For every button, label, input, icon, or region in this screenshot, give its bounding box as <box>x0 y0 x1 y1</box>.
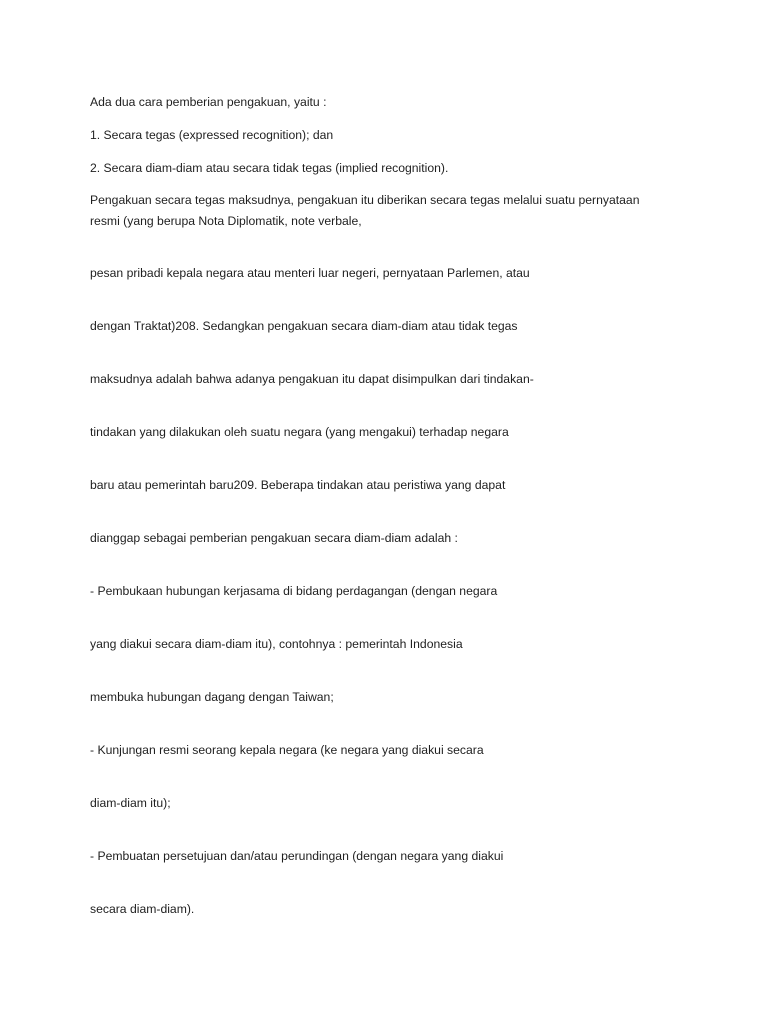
intro-line: Ada dua cara pemberian pengakuan, yaitu : <box>90 95 327 109</box>
list-item-2: 2. Secara diam-diam atau secara tidak tegas (implied recognition). <box>90 161 449 175</box>
paragraph-line: dianggap sebagai pemberian pengakuan secara diam-diam adalah : <box>90 531 458 545</box>
list-item-1: 1. Secara tegas (expressed recognition); dan <box>90 128 334 142</box>
bullet-item-trade-continued: membuka hubungan dagang dengan Taiwan; <box>90 690 334 704</box>
bullet-item-visit: - Kunjungan resmi seorang kepala negara (ke negara yang diakui secara <box>90 743 484 757</box>
bullet-item-trade-continued: yang diakui secara diam-diam itu), contohnya : pemerintah Indonesia <box>90 637 463 651</box>
bullet-item-agreement: - Pembuatan persetujuan dan/atau perundingan (dengan negara yang diakui <box>90 849 504 863</box>
bullet-item-trade: - Pembukaan hubungan kerjasama di bidang perdagangan (dengan negara <box>90 584 498 598</box>
paragraph-explicit-recognition: Pengakuan secara tegas maksudnya, pengakuan itu diberikan secara tegas melalui suatu pernyataan resmi (yang berupa Nota Diplomatik, note verbale, <box>90 193 640 228</box>
paragraph-line: pesan pribadi kepala negara atau menteri luar negeri, pernyataan Parlemen, atau <box>90 266 530 280</box>
paragraph-line: baru atau pemerintah baru209. Beberapa tindakan atau peristiwa yang dapat <box>90 478 506 492</box>
bullet-item-visit-continued: diam-diam itu); <box>90 796 171 810</box>
paragraph-line: dengan Traktat)208. Sedangkan pengakuan secara diam-diam atau tidak tegas <box>90 319 518 333</box>
paragraph-line: maksudnya adalah bahwa adanya pengakuan itu dapat disimpulkan dari tindakan- <box>90 372 534 386</box>
bullet-item-agreement-continued: secara diam-diam). <box>90 902 195 916</box>
paragraph-line: tindakan yang dilakukan oleh suatu negara (yang mengakui) terhadap negara <box>90 425 509 439</box>
